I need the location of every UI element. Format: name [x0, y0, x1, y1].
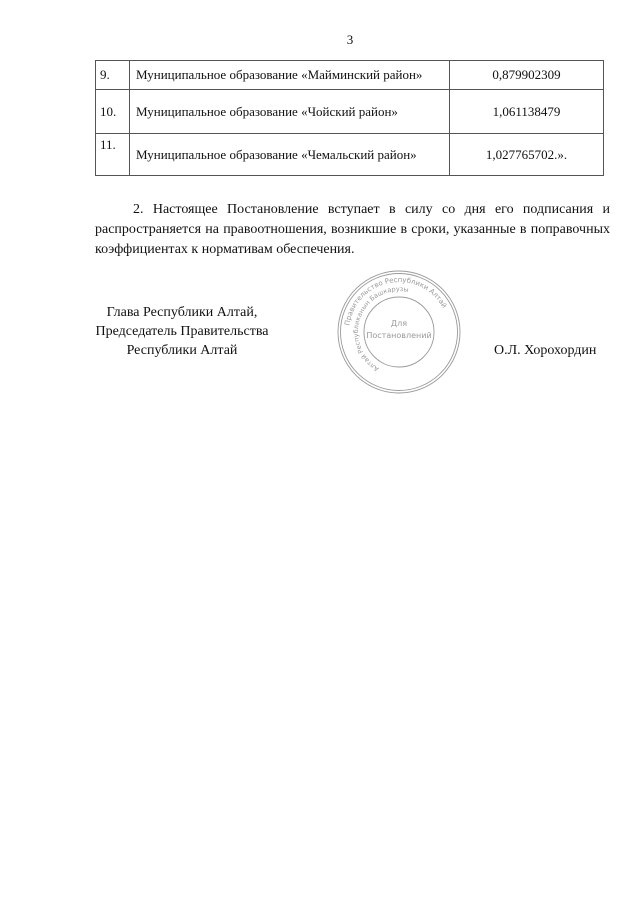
- row-number: 10.: [96, 90, 130, 134]
- stamp-center-line: Для: [390, 319, 408, 328]
- signer-name: О.Л. Хорохордин: [494, 343, 597, 358]
- effective-date-paragraph: 2. Настоящее Постановление вступает в силу со дня его подписания и распространяется на правоотношения, возникшие в сроки, указанные в поправочных коэффициентах к нормативам обеспечения.: [95, 202, 610, 257]
- stamp-inner-text: Алтай Республиканын Башкарузы: [351, 284, 410, 374]
- municipality-name: Муниципальное образование «Чемальский район»: [130, 134, 450, 176]
- coefficient-value: 1,027765702.».: [450, 134, 604, 176]
- row-number: 11.: [96, 134, 130, 176]
- page-number: 3: [346, 32, 354, 47]
- coefficient-value: 0,879902309: [450, 61, 604, 90]
- municipality-name: Муниципальное образование «Майминский район»: [130, 61, 450, 90]
- signatory-title-line: Председатель Правительства: [95, 324, 269, 339]
- table-row: [96, 90, 604, 134]
- signatory-title-line: Республики Алтай: [126, 343, 238, 358]
- municipality-name: Муниципальное образование «Чойский район»: [130, 90, 450, 134]
- table-row: [96, 61, 604, 90]
- signatory-title: [82, 303, 282, 360]
- official-seal-stamp: [335, 268, 463, 396]
- coefficient-value: 1,061138479: [450, 90, 604, 134]
- coefficients-table: [95, 60, 604, 176]
- signatory-title-line: Глава Республики Алтай,: [106, 305, 258, 320]
- stamp-center-line: Постановлений: [366, 331, 432, 340]
- row-number: 9.: [96, 61, 130, 90]
- stamp-outer-text: Правительство Республики Алтай: [343, 275, 449, 327]
- table-row: [96, 134, 604, 176]
